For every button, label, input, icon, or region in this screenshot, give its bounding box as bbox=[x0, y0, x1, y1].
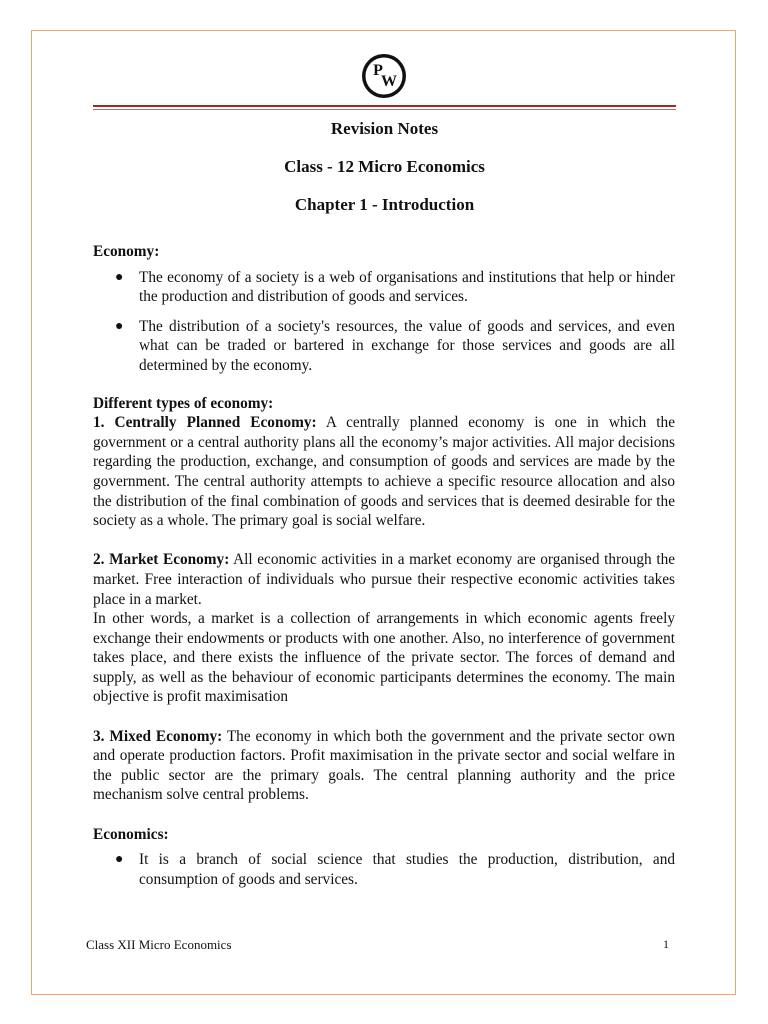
page-title: Revision Notes bbox=[330, 119, 439, 138]
centrally-planned-paragraph: 1. Centrally Planned Economy: A centrally planned economy is one in which the government or a central authority plans all the economy’s major activities. All major decisions regarding the production, exchange, and consumption of goods and services are made by the government. The central authority attempts to achieve a specific resource allocation and also the distribution of the final combination of goods and services that is deemed desirable for the society as a whole. The primary goal is social welfare. bbox=[93, 414, 675, 530]
economy-heading: Economy: bbox=[93, 243, 160, 260]
types-heading: Different types of economy: bbox=[93, 394, 274, 412]
mixed-label: 3. Mixed Economy: bbox=[93, 727, 223, 745]
list-item: ● It is a branch of social science that studies the production, distribution, and consumption of goods and services. bbox=[115, 851, 675, 888]
class-subtitle: Class - 12 Micro Economics bbox=[284, 157, 485, 176]
market-paragraph-continued: In other words, a market is a collection of arrangements in which economic agents freely exchange their endowments or products with one another. Also, no interference of government takes place, and there exists the influence of the private sector. The forces of demand and supply, as well as the behaviour of economic participants determines the economy. The main objective is profit maximisation bbox=[93, 610, 675, 706]
bullet-icon: ● bbox=[115, 318, 124, 334]
market-label: 2. Market Economy: bbox=[93, 551, 230, 569]
header-rule-thin bbox=[93, 109, 676, 110]
list-item: ● The economy of a society is a web of organisations and institutions that help or hinder the production and distribution of goods and services. bbox=[115, 268, 675, 306]
economics-bullet-list bbox=[93, 850, 675, 889]
notes-content bbox=[93, 242, 675, 899]
mixed-paragraph: 3. Mixed Economy: The economy in which both the government and the private sector own and operate production factors. Profit maximisation in the private sector and social welfare in the public sector are the primary goals. The central planning authority and the price mechanism solve central problems. bbox=[93, 727, 675, 804]
market-paragraph: 2. Market Economy: All economic activities in a market economy are organised through the market. Free interaction of individuals who pursue their respective economic activities takes place in a market. bbox=[93, 551, 676, 608]
economy-bullet-list bbox=[93, 268, 675, 376]
footer-course-label: Class XII Micro Economics bbox=[86, 937, 232, 952]
bullet-icon: ● bbox=[115, 852, 124, 868]
page-number: 1 bbox=[663, 937, 669, 951]
chapter-title: Chapter 1 - Introduction bbox=[294, 195, 475, 214]
bullet-icon: ● bbox=[115, 269, 124, 285]
logo-letter-p: P bbox=[373, 62, 383, 79]
list-item: ● The distribution of a society's resources, the value of goods and services, and even what can be traded or bartered in exchange for those services and goods are all determined by the economy. bbox=[115, 317, 675, 374]
logo-letter-w: W bbox=[381, 73, 397, 90]
header-rule bbox=[93, 105, 676, 107]
centrally-planned-label: 1. Centrally Planned Economy: bbox=[93, 414, 317, 432]
pw-logo bbox=[361, 53, 407, 99]
economics-heading: Economics: bbox=[93, 825, 169, 843]
